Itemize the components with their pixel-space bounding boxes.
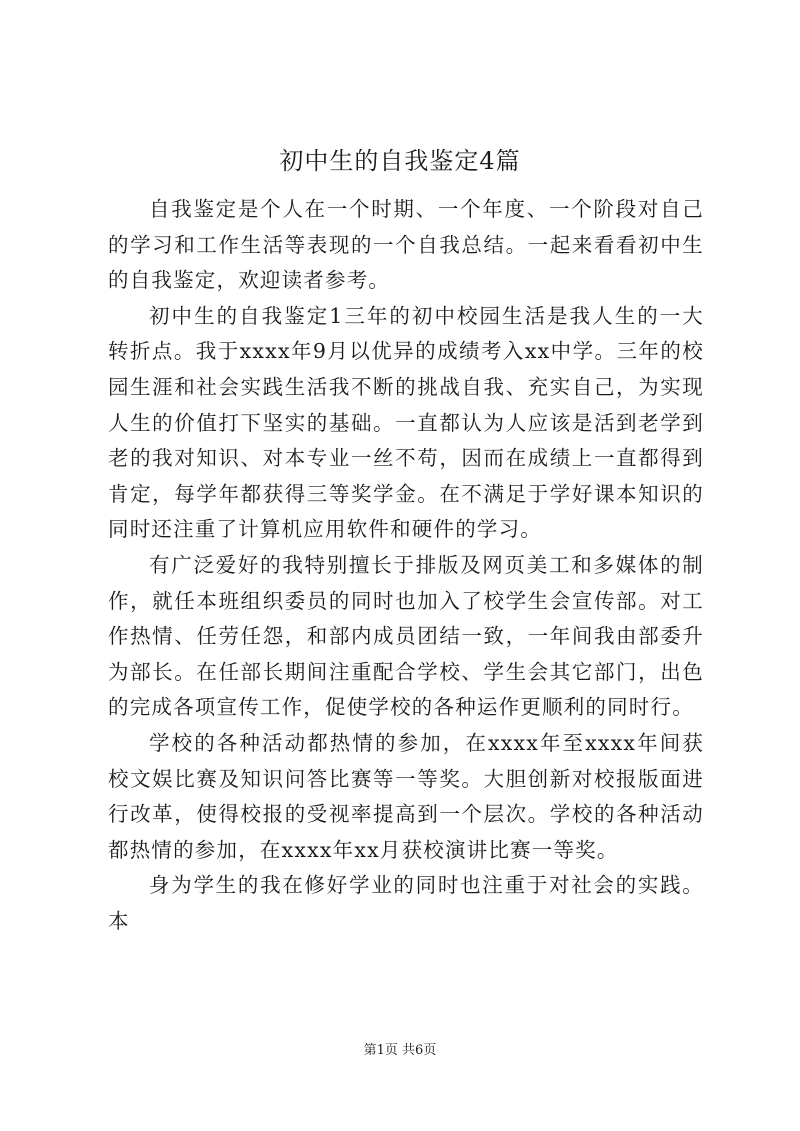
page-number-footer: 第1页 共6页 (363, 1043, 437, 1058)
paragraph-4: 身为学生的我在修好学业的同时也注重于对社会的实践。本 (108, 873, 704, 933)
paragraph-1: 初中生的自我鉴定1三年的初中校园生活是我人生的一大转折点。我于xxxx年9月以优异的成绩考入xx中学。三年的校园生涯和社会实践生活我不断的挑战自我、充实自己，为实现人生的价值打下坚实的基础。一直都认为人应该是活到老学到老的我对知识、对本专业一丝不苟，因而在成绩上一直都得到肯定，每学年都获得三等奖学金。在不满足于学好课本知识的同时还注重了计算机应用软件和硬件的学习。 (108, 303, 704, 542)
paragraph-3: 学校的各种活动都热情的参加，在xxxx年至xxxx年间获校文娱比赛及知识问答比赛等一等奖。大胆创新对校报版面进行改革，使得校报的受视率提高到一个层次。学校的各种活动都热情的参加，在xxxx年xx月获校演讲比赛一等奖。 (108, 730, 704, 862)
paragraph-2: 有广泛爱好的我特别擅长于排版及网页美工和多媒体的制作，就任本班组织委员的同时也加入了校学生会宣传部。对工作热情、任劳任怨，和部内成员团结一致，一年间我由部委升为部长。在任部长期间注重配合学校、学生会其它部门，出色的完成各项宣传工作，促使学校的各种运作更顺利的同时行。 (108, 552, 704, 720)
document-title: 初中生的自我鉴定4篇 (279, 147, 521, 175)
paragraph-intro: 自我鉴定是个人在一个时期、一个年度、一个阶段对自己的学习和工作生活等表现的一个自我总结。一起来看看初中生的自我鉴定，欢迎读者参考。 (108, 197, 704, 293)
document-body (108, 192, 704, 939)
